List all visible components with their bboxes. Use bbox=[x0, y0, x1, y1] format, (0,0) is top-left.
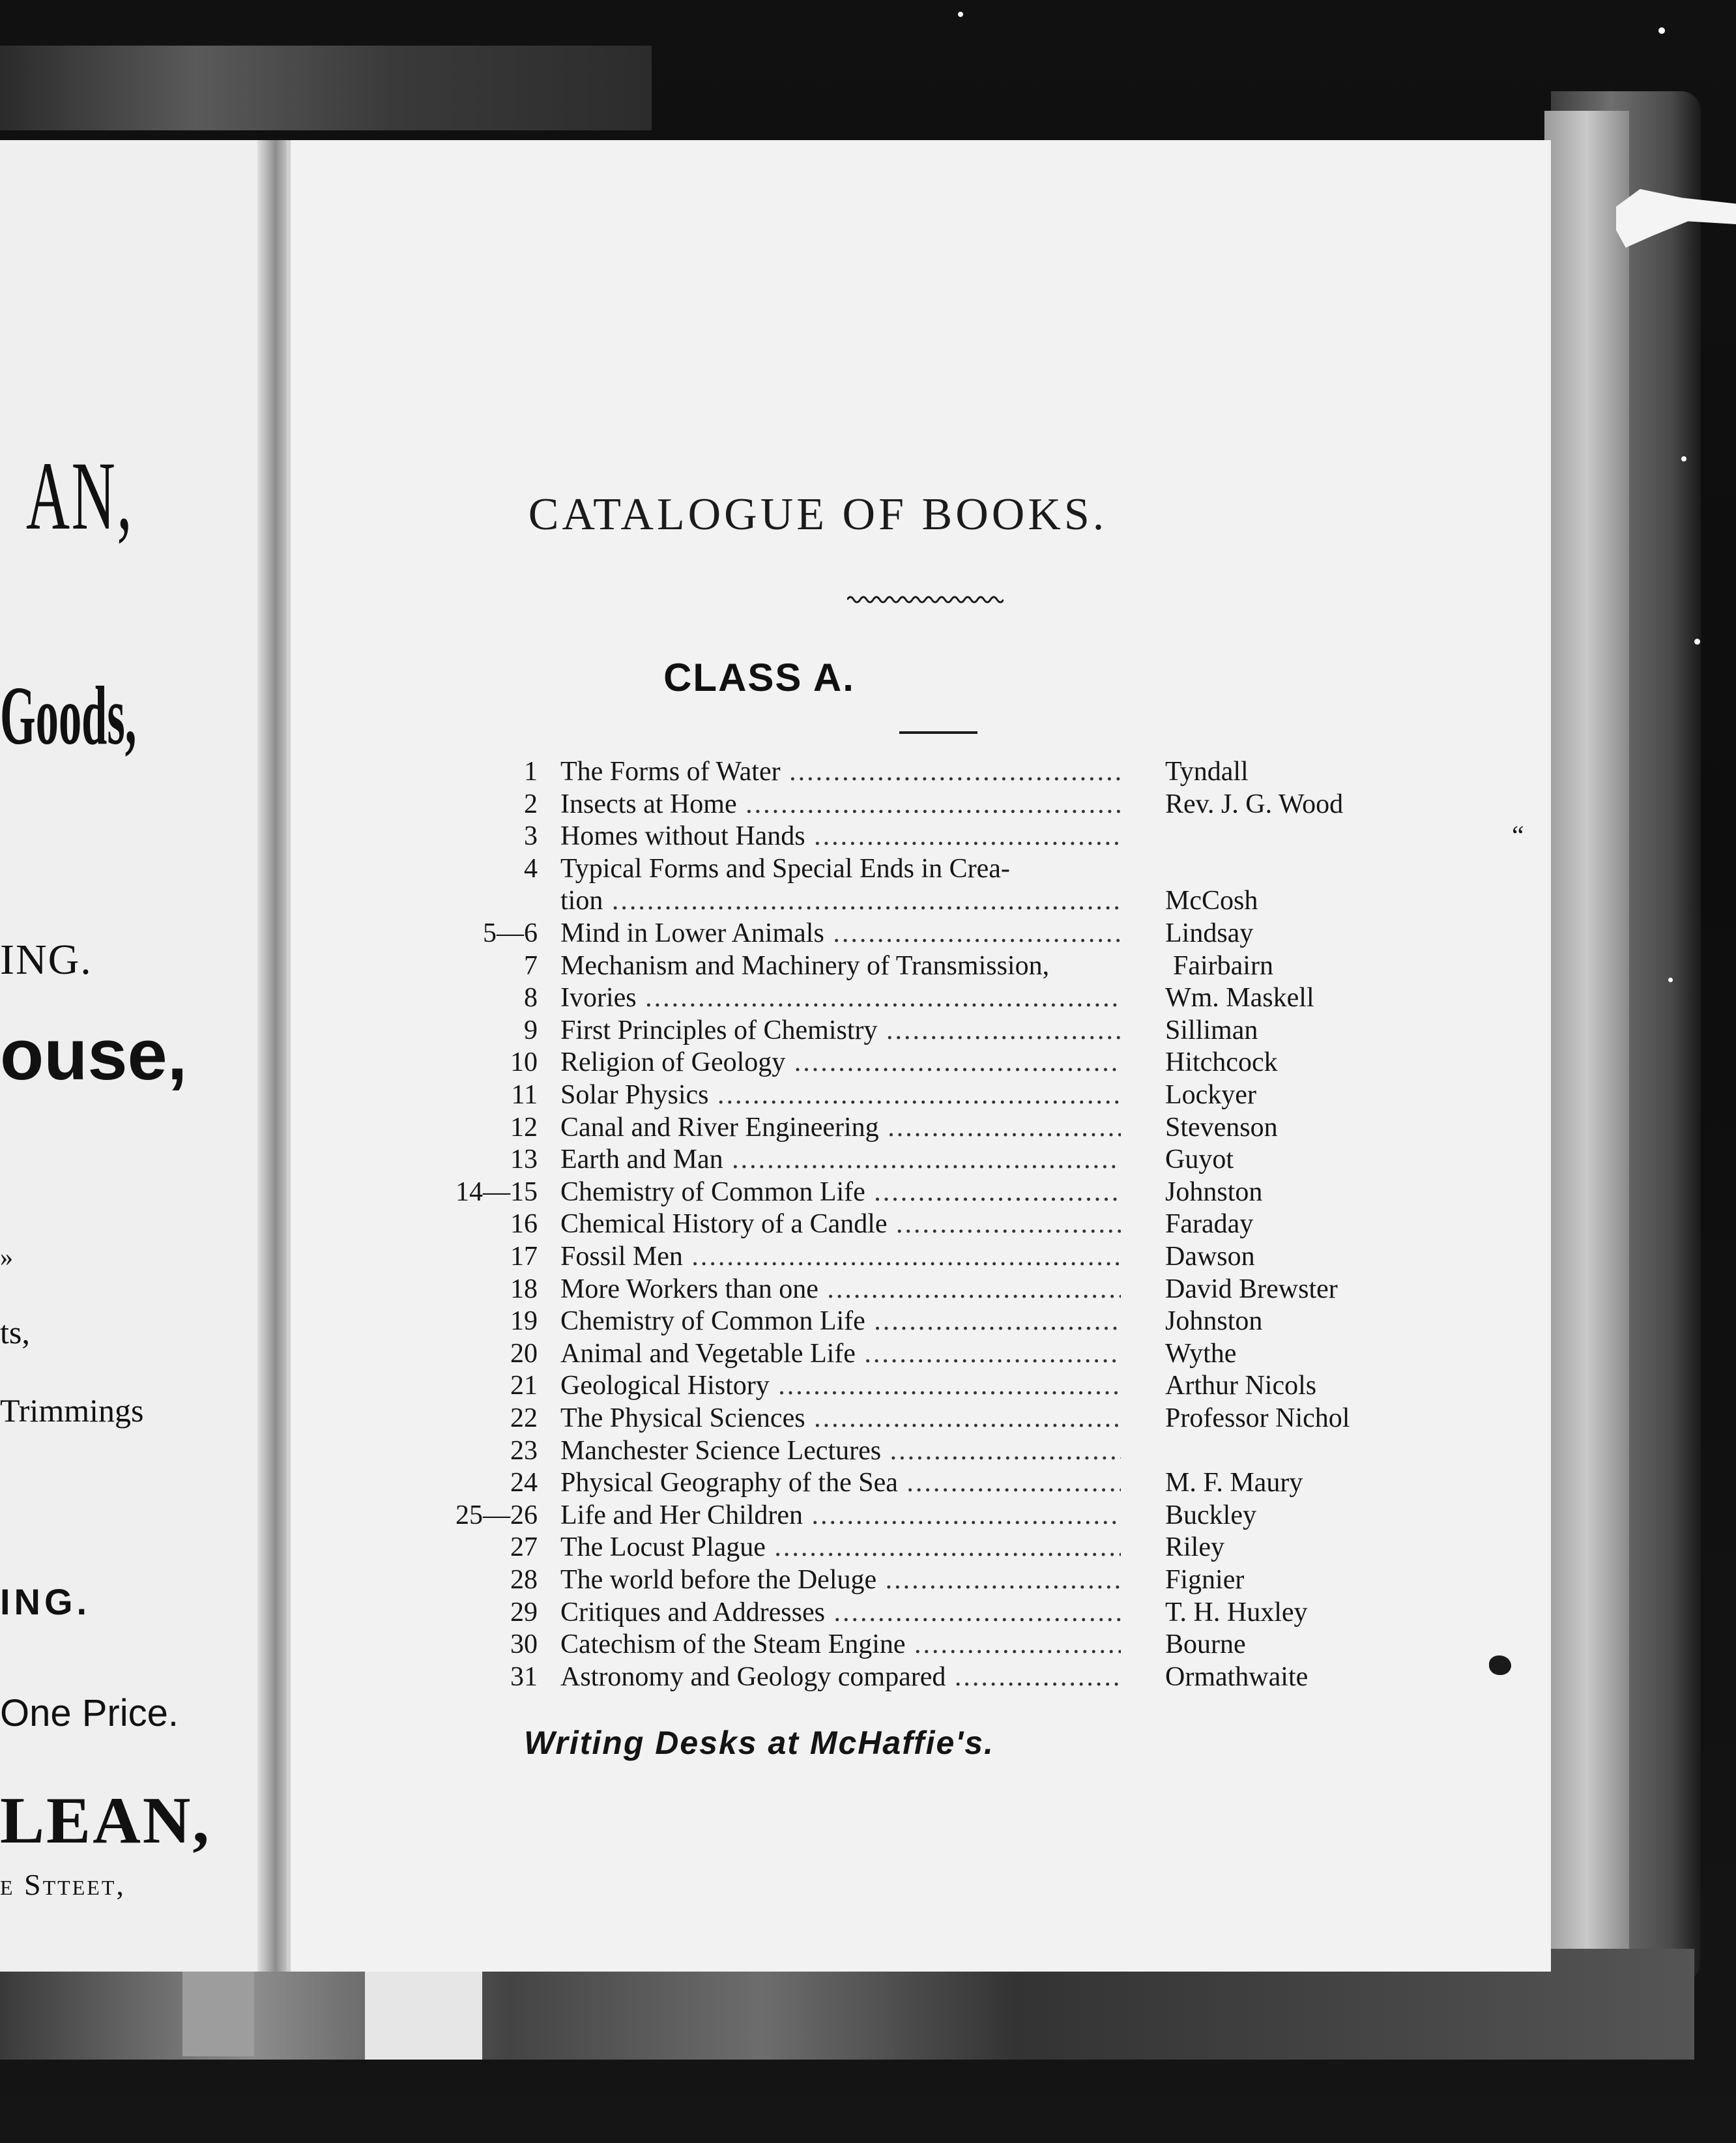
entry-title: Insects at Home ..... bbox=[560, 789, 1121, 820]
book-entry bbox=[287, 1661, 1551, 1694]
entry-number: 24 bbox=[510, 1468, 538, 1498]
book-entry bbox=[287, 1079, 1551, 1112]
entry-number: 21 bbox=[510, 1371, 538, 1401]
book-entry bbox=[287, 1208, 1551, 1241]
entry-number: 4 bbox=[524, 853, 538, 884]
book-entry bbox=[287, 1047, 1551, 1079]
entry-author: Arthur Nicols bbox=[1165, 1371, 1317, 1401]
book-entry bbox=[287, 1597, 1551, 1629]
entry-author: T. H. Huxley bbox=[1165, 1597, 1308, 1627]
entry-number: 5—6 bbox=[483, 918, 538, 948]
book-entry bbox=[287, 1435, 1551, 1468]
left-facing-page bbox=[0, 140, 287, 1972]
book-entry bbox=[287, 1338, 1551, 1371]
book-entry bbox=[287, 1500, 1551, 1532]
entry-title: First Principles of Chemistry ..... bbox=[560, 1015, 1121, 1046]
entry-number: 2 bbox=[524, 789, 538, 819]
entry-author: Ormathwaite bbox=[1165, 1661, 1309, 1692]
entry-author: Lockyer bbox=[1165, 1080, 1256, 1110]
book-entry bbox=[287, 1112, 1551, 1144]
book-entry bbox=[287, 1241, 1551, 1274]
entry-title: Geological History ..... bbox=[560, 1370, 1121, 1401]
left-fragment-mark: » bbox=[0, 1242, 13, 1272]
book-entry bbox=[287, 853, 1551, 886]
left-fragment-ing-bold: ING. bbox=[0, 1581, 91, 1622]
entry-author: Fignier bbox=[1165, 1565, 1245, 1595]
entry-title: Astronomy and Geology compared ..... bbox=[560, 1661, 1121, 1693]
left-fragment-ts: ts, bbox=[0, 1314, 30, 1350]
film-speck bbox=[1681, 456, 1686, 461]
entry-number: 22 bbox=[510, 1403, 538, 1433]
film-speck bbox=[958, 12, 963, 17]
book-entry bbox=[287, 1176, 1551, 1209]
book-entry bbox=[287, 821, 1551, 853]
advertisement-footer: Writing Desks at McHaffie's. bbox=[524, 1725, 994, 1761]
book-entry bbox=[287, 1629, 1551, 1661]
film-speck bbox=[1694, 639, 1700, 645]
film-speck bbox=[1658, 27, 1665, 34]
binding-tape-secondary bbox=[182, 1959, 254, 2056]
left-fragment-street: e Stteet, bbox=[0, 1868, 126, 1901]
book-entry bbox=[287, 1467, 1551, 1500]
entry-title: Religion of Geology ..... bbox=[560, 1047, 1121, 1078]
entry-author: Johnston bbox=[1165, 1306, 1263, 1337]
book-entry bbox=[287, 885, 1551, 918]
entry-number: 10 bbox=[510, 1047, 538, 1078]
entry-title: Mind in Lower Animals ..... bbox=[560, 918, 1121, 949]
entry-title: Chemistry of Common Life ..... bbox=[560, 1176, 1121, 1208]
book-entry bbox=[287, 1564, 1551, 1597]
book-entry bbox=[287, 1144, 1551, 1176]
book-entry bbox=[287, 756, 1551, 789]
entry-author: Dawson bbox=[1165, 1242, 1255, 1272]
left-fragment-lean: LEAN, bbox=[0, 1784, 211, 1858]
entry-number: 14—15 bbox=[456, 1176, 538, 1207]
entry-number: 16 bbox=[510, 1209, 538, 1240]
entry-number: 8 bbox=[524, 983, 538, 1013]
entry-author: Riley bbox=[1165, 1532, 1224, 1563]
entry-number: 1 bbox=[524, 757, 538, 787]
entry-number: 25—26 bbox=[456, 1500, 538, 1530]
entry-number: 9 bbox=[524, 1015, 538, 1045]
entry-title: Critiques and Addresses ..... bbox=[560, 1597, 1121, 1628]
entry-title: Typical Forms and Special Ends in Crea- bbox=[560, 853, 1010, 884]
heading-rule bbox=[899, 731, 977, 734]
film-speck bbox=[1668, 978, 1673, 982]
left-fragment-house: ouse, bbox=[0, 1015, 188, 1095]
entry-title: Earth and Man ..... bbox=[560, 1144, 1121, 1175]
entry-author: Stevenson bbox=[1165, 1112, 1278, 1143]
entry-number: 17 bbox=[510, 1242, 538, 1272]
entry-title: Mechanism and Machinery of Transmission, bbox=[560, 950, 1050, 981]
left-fragment-goods: Goods, bbox=[0, 669, 137, 762]
entry-title: Solar Physics ..... bbox=[560, 1079, 1121, 1111]
entry-title: Homes without Hands ..... bbox=[560, 821, 1121, 852]
entry-number: 13 bbox=[510, 1144, 538, 1175]
book-entry bbox=[287, 1370, 1551, 1403]
entry-title: Fossil Men ..... bbox=[560, 1241, 1121, 1272]
wavy-rule-ornament bbox=[847, 593, 1004, 606]
entry-author: McCosh bbox=[1165, 886, 1258, 916]
book-entry bbox=[287, 1403, 1551, 1435]
entry-title: The Locust Plague ..... bbox=[560, 1532, 1121, 1563]
book-entry bbox=[287, 1305, 1551, 1338]
left-fragment-ing: ING. bbox=[0, 936, 93, 984]
entry-title: More Workers than one ..... bbox=[560, 1274, 1121, 1305]
entry-author: “ bbox=[1512, 821, 1524, 852]
entry-number: 28 bbox=[510, 1565, 538, 1595]
entry-title: Ivories ..... bbox=[560, 982, 1121, 1013]
entry-author: Tyndall bbox=[1165, 757, 1249, 787]
entry-number: 31 bbox=[510, 1661, 538, 1692]
entry-author: Silliman bbox=[1165, 1015, 1258, 1045]
entry-title: Chemical History of a Candle ..... bbox=[560, 1208, 1121, 1240]
entry-number: 3 bbox=[524, 821, 538, 852]
left-fragment-one-price: One Price. bbox=[0, 1692, 179, 1734]
left-fragment-trimmings: Trimmings bbox=[0, 1392, 144, 1429]
entry-title: Physical Geography of the Sea ..... bbox=[560, 1467, 1121, 1498]
entry-number: 7 bbox=[524, 950, 538, 981]
entry-author: Bourne bbox=[1165, 1629, 1246, 1660]
book-entry bbox=[287, 918, 1551, 950]
ink-blot bbox=[1489, 1655, 1511, 1675]
entry-author: Professor Nichol bbox=[1165, 1403, 1350, 1433]
entry-number: 18 bbox=[510, 1274, 538, 1304]
book-entry bbox=[287, 789, 1551, 821]
entry-author: Rev. J. G. Wood bbox=[1165, 789, 1344, 819]
book-entry bbox=[287, 1532, 1551, 1564]
entry-author: Faraday bbox=[1165, 1209, 1254, 1240]
top-binding bbox=[0, 46, 652, 130]
book-entry bbox=[287, 950, 1551, 983]
entry-number: 12 bbox=[510, 1112, 538, 1143]
entry-author: Guyot bbox=[1165, 1144, 1234, 1175]
entry-title: Animal and Vegetable Life ..... bbox=[560, 1338, 1121, 1369]
entry-author: Fairbairn bbox=[1173, 950, 1273, 981]
entry-author: Johnston bbox=[1165, 1176, 1263, 1207]
entry-author: David Brewster bbox=[1165, 1274, 1338, 1304]
entry-title: The Forms of Water ..... bbox=[560, 756, 1121, 787]
entry-number: 30 bbox=[510, 1629, 538, 1660]
book-entry bbox=[287, 982, 1551, 1015]
entry-title: Canal and River Engineering ..... bbox=[560, 1112, 1121, 1143]
book-entry bbox=[287, 1274, 1551, 1306]
page-title: CATALOGUE OF BOOKS. bbox=[528, 489, 1108, 540]
entry-title: Manchester Science Lectures ..... bbox=[560, 1435, 1121, 1466]
entry-number: 23 bbox=[510, 1435, 538, 1466]
class-heading: CLASS A. bbox=[663, 656, 855, 699]
entry-author: Lindsay bbox=[1165, 918, 1254, 948]
entry-title: tion ..... bbox=[560, 885, 1121, 916]
book-entry bbox=[287, 1015, 1551, 1047]
entry-author: Hitchcock bbox=[1165, 1047, 1278, 1078]
entry-author: M. F. Maury bbox=[1165, 1468, 1303, 1498]
entry-title: Catechism of the Steam Engine ..... bbox=[560, 1629, 1121, 1660]
entry-number: 19 bbox=[510, 1306, 538, 1337]
entry-title: Chemistry of Common Life ..... bbox=[560, 1305, 1121, 1337]
back-page-edge bbox=[1544, 111, 1629, 1955]
entry-author: Wythe bbox=[1165, 1338, 1237, 1369]
entry-author: Buckley bbox=[1165, 1500, 1256, 1530]
entry-number: 20 bbox=[510, 1338, 538, 1369]
entry-title: The Physical Sciences ..... bbox=[560, 1403, 1121, 1434]
catalogue-page bbox=[287, 140, 1551, 1972]
entry-title: Life and Her Children ..... bbox=[560, 1500, 1121, 1531]
entry-number: 11 bbox=[511, 1080, 538, 1110]
entry-number: 27 bbox=[510, 1532, 538, 1563]
left-fragment-an: AN, bbox=[26, 442, 134, 550]
entry-number: 29 bbox=[510, 1597, 538, 1627]
entry-title: The world before the Deluge ..... bbox=[560, 1564, 1121, 1596]
entry-author: Wm. Maskell bbox=[1165, 983, 1314, 1013]
